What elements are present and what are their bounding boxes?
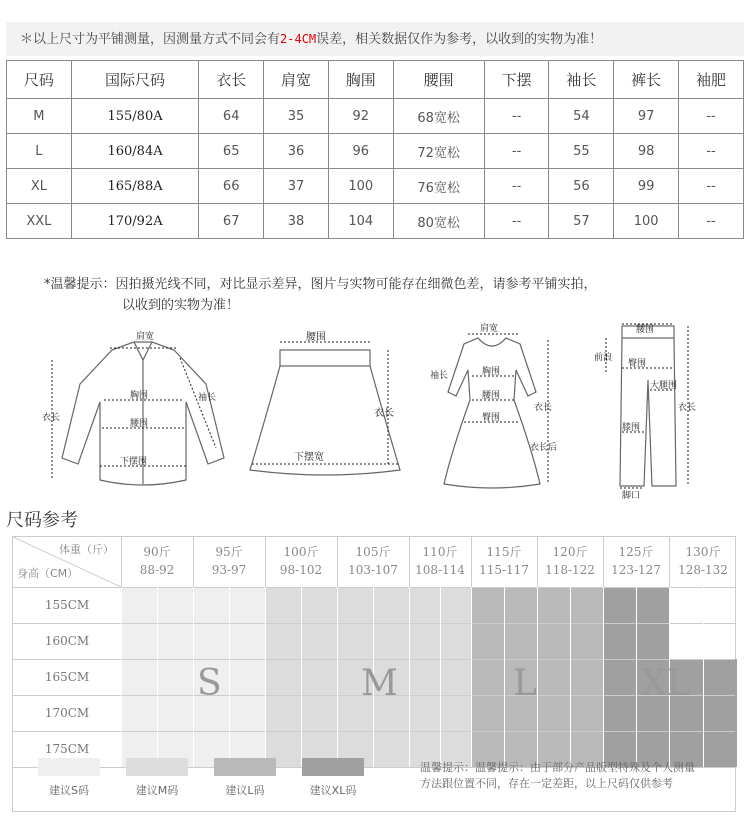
size-header-cell: 下摆 (484, 61, 549, 99)
size-cell: 170/92A (71, 204, 199, 239)
zone-cell-l (537, 659, 570, 695)
shirt-label-length: 衣长 (42, 413, 61, 423)
zone-cell-m (373, 623, 409, 659)
height-label: 175CM (44, 742, 90, 756)
size-header-cell: 袖长 (549, 61, 614, 99)
zone-cell-m (409, 695, 440, 731)
zone-cell-m (373, 587, 409, 623)
zone-cell-m (440, 695, 471, 731)
dress-label-back-length: 衣长后 (530, 443, 558, 453)
corner-weight-label: 体重（斤） (59, 543, 114, 556)
size-cell: 36 (264, 134, 329, 169)
legend-label: 建议M码 (135, 784, 179, 797)
height-label: 165CM (44, 670, 90, 684)
shirt-diagram (38, 320, 228, 500)
size-cell: XL (7, 169, 72, 204)
size-header-cell: 胸围 (328, 61, 393, 99)
zone-cell-l (504, 623, 537, 659)
size-cell: 64 (199, 99, 264, 134)
height-label: 155CM (44, 598, 90, 612)
size-table-header (7, 61, 744, 99)
shirt-label-hem: 下摆围 (120, 457, 148, 467)
pants-diagram (592, 320, 702, 500)
size-cell: XXL (7, 204, 72, 239)
zone-cell-m (265, 695, 301, 731)
shirt-label-waist: 腰围 (130, 419, 149, 429)
weight-header: 105斤 103-107 (348, 545, 398, 577)
size-cell: 65 (199, 134, 264, 169)
size-cell: 97 (614, 99, 679, 134)
zone-cell-l (570, 659, 603, 695)
legend-label: 建议XL码 (309, 784, 357, 797)
zone-cell-s (229, 623, 265, 659)
size-cell: 155/80A (71, 99, 199, 134)
size-row (7, 169, 744, 204)
size-reference-title: 尺码参考 (6, 510, 78, 531)
zone-cell-l (537, 623, 570, 659)
zone-cell-s (193, 623, 229, 659)
pants-label-knee: 膝围 (622, 423, 641, 433)
size-cell: 100 (328, 169, 393, 204)
zone-cell-m (301, 623, 337, 659)
zone-cell-l (471, 659, 504, 695)
zone-cell-xl (603, 623, 636, 659)
size-cell: 55 (549, 134, 614, 169)
size-row (7, 99, 744, 134)
zone-cell-xl (703, 659, 737, 695)
zone-cell-m (265, 587, 301, 623)
height-label: 160CM (44, 634, 90, 648)
corner-height-label: 身高（CM） (17, 567, 79, 580)
zone-letter: L (513, 663, 537, 704)
weight-header: 95斤 93-97 (211, 545, 247, 577)
legend-swatch (126, 758, 188, 776)
size-header-cell: 衣长 (199, 61, 264, 99)
zone-cell-l (570, 587, 603, 623)
zone-cell-s (229, 695, 265, 731)
weight-header: 90斤 88-92 (139, 545, 175, 577)
zone-cell-xl (636, 587, 669, 623)
zone-cell-m (373, 731, 409, 767)
pants-label-thigh: 大腿围 (650, 381, 678, 391)
warm-tip: *温馨提示：因拍摄光线不同，对比显示差异，图片与实物可能存在细微色差，请参考平铺实拍， 以收到的实物为准！ (44, 277, 597, 313)
size-header-cell: 腰围 (393, 61, 484, 99)
dress-diagram (424, 320, 564, 500)
legend-label: 建议L码 (225, 784, 265, 797)
size-cell: 165/88A (71, 169, 199, 204)
zone-letter: XL (641, 663, 691, 704)
size-cell: L (7, 134, 72, 169)
legend-swatch (38, 758, 100, 776)
size-cell: 96 (328, 134, 393, 169)
size-cell: M (7, 99, 72, 134)
weight-header: 120斤 118-122 (545, 545, 595, 577)
legend-swatch (214, 758, 276, 776)
size-cell: -- (484, 169, 549, 204)
zone-cell-xl (603, 695, 636, 731)
zone-cell-m (337, 623, 373, 659)
size-row (7, 134, 744, 169)
size-cell: -- (484, 204, 549, 239)
size-cell: 76宽松 (393, 169, 484, 204)
measurement-note: ＊以上尺寸为平铺测量，因测量方式不同会有2-4CM误差，相关数据仅作为参考，以收到的实物为准！ (6, 22, 744, 56)
zone-cell-l (537, 587, 570, 623)
zone-cell-m (301, 695, 337, 731)
zone-cell-m (265, 623, 301, 659)
shirt-label-chest: 胸围 (130, 391, 149, 401)
legend-label: 建议S码 (49, 784, 89, 797)
size-cell: 54 (549, 99, 614, 134)
skirt-label-length: 衣长 (374, 408, 394, 419)
shirt-label-shoulder: 肩宽 (136, 332, 155, 342)
dress-label-hip: 臀围 (482, 413, 501, 423)
zone-cell-l (570, 695, 603, 731)
zone-cell-m (301, 587, 337, 623)
zone-cell-s (157, 623, 193, 659)
dress-label-sleeve: 袖长 (430, 371, 449, 381)
weight-header: 125斤 123-127 (611, 545, 661, 577)
zone-cell-l (471, 695, 504, 731)
size-cell: -- (679, 99, 744, 134)
zone-letter: M (361, 663, 398, 704)
zone-cell-s (193, 587, 229, 623)
size-cell: -- (484, 99, 549, 134)
dress-label-length: 衣长 (534, 403, 553, 413)
dress-label-waist: 腰围 (482, 391, 501, 401)
zone-cell-s (121, 695, 157, 731)
weight-header: 100斤 98-102 (279, 545, 323, 577)
size-cell: 100 (614, 204, 679, 239)
size-header-cell: 国际尺码 (71, 61, 199, 99)
zone-cell-m (440, 659, 471, 695)
zone-cell-l (471, 587, 504, 623)
skirt-label-waist: 腰围 (306, 332, 326, 343)
size-table (6, 60, 744, 239)
size-cell: 57 (549, 204, 614, 239)
size-cell: -- (679, 169, 744, 204)
size-cell: 72宽松 (393, 134, 484, 169)
size-cell: 35 (264, 99, 329, 134)
size-cell: 66 (199, 169, 264, 204)
zone-cell-s (229, 659, 265, 695)
size-cell: 67 (199, 204, 264, 239)
zone-cell-s (157, 587, 193, 623)
zone-cell-m (440, 587, 471, 623)
size-row (7, 204, 744, 239)
error-range: 2-4CM (280, 32, 317, 46)
size-cell: 56 (549, 169, 614, 204)
size-cell: 160/84A (71, 134, 199, 169)
size-cell: 104 (328, 204, 393, 239)
zone-cell-s (121, 659, 157, 695)
weight-header: 115斤 115-117 (479, 545, 529, 577)
zone-letter: S (197, 663, 222, 704)
zone-cell-m (409, 623, 440, 659)
size-cell: -- (679, 134, 744, 169)
size-header-cell: 尺码 (7, 61, 72, 99)
size-cell: 38 (264, 204, 329, 239)
pants-label-rise: 前浪 (594, 353, 613, 363)
zone-cell-m (301, 659, 337, 695)
weight-header: 130斤 128-132 (678, 545, 728, 577)
zone-cell-xl (603, 659, 636, 695)
zone-cell-l (537, 695, 570, 731)
size-cell: 99 (614, 169, 679, 204)
bottom-note: 温馨提示：温馨提示：由于部分产品版型特殊及个人测量 方法跟位置不同，存在一定差距，以上尺码仅供参考 (420, 761, 695, 790)
size-cell: 98 (614, 134, 679, 169)
zone-cell-s (229, 587, 265, 623)
pants-label-hem: 脚口 (622, 491, 641, 500)
dress-label-chest: 胸围 (482, 367, 501, 377)
size-cell: 80宽松 (393, 204, 484, 239)
zone-cell-l (471, 623, 504, 659)
zone-cell-m (409, 587, 440, 623)
zone-cell-m (337, 587, 373, 623)
zone-cell-s (121, 623, 157, 659)
legend-swatch (302, 758, 364, 776)
weight-header: 110斤 108-114 (415, 545, 465, 577)
size-header-cell: 裤长 (614, 61, 679, 99)
pants-label-length: 衣长 (678, 403, 697, 413)
size-header-cell: 肩宽 (264, 61, 329, 99)
zone-cell-l (504, 587, 537, 623)
zone-cell-s (157, 695, 193, 731)
skirt-diagram (240, 320, 410, 500)
zone-cell-xl (603, 587, 636, 623)
shirt-label-sleeve: 袖长 (198, 393, 217, 403)
zone-cell-xl (636, 623, 669, 659)
dress-label-shoulder: 肩宽 (480, 324, 499, 334)
zone-cell-m (409, 659, 440, 695)
size-cell: -- (679, 204, 744, 239)
size-cell: -- (484, 134, 549, 169)
zone-cell-s (121, 587, 157, 623)
zone-cell-s (157, 659, 193, 695)
zone-cell-m (440, 623, 471, 659)
height-label: 170CM (44, 706, 90, 720)
size-cell: 68宽松 (393, 99, 484, 134)
pants-label-waist: 腰围 (636, 325, 655, 335)
zone-cell-m (265, 659, 301, 695)
size-cell: 92 (328, 99, 393, 134)
pants-label-hip: 臀围 (628, 359, 647, 369)
zone-cell-l (570, 623, 603, 659)
size-header-cell: 袖肥 (679, 61, 744, 99)
skirt-label-hem: 下摆宽 (294, 452, 324, 463)
zone-cell-xl (703, 695, 737, 731)
size-cell: 37 (264, 169, 329, 204)
